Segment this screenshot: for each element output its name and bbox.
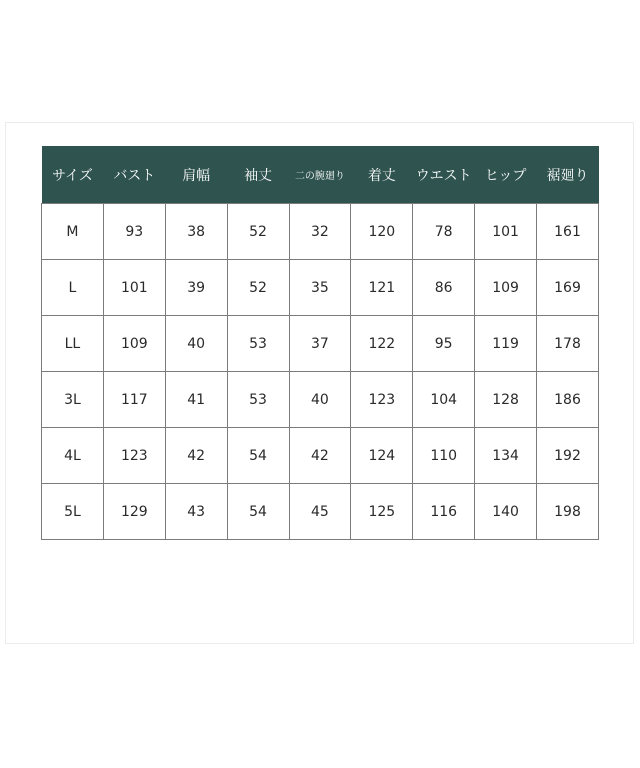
table-cell: 32 bbox=[289, 204, 351, 260]
size-chart-table bbox=[41, 146, 599, 540]
table-cell: 95 bbox=[413, 316, 475, 372]
header-size: サイズ bbox=[42, 146, 104, 204]
table-cell: 110 bbox=[413, 428, 475, 484]
table-cell: 54 bbox=[227, 484, 289, 540]
table-cell: 125 bbox=[351, 484, 413, 540]
table-cell: 198 bbox=[537, 484, 599, 540]
table-cell: 109 bbox=[475, 260, 537, 316]
table-cell: 45 bbox=[289, 484, 351, 540]
table-cell: 161 bbox=[537, 204, 599, 260]
table-cell-size: L bbox=[42, 260, 104, 316]
table-cell-size: 5L bbox=[42, 484, 104, 540]
table-cell: 192 bbox=[537, 428, 599, 484]
table-cell: 52 bbox=[227, 204, 289, 260]
table-cell: 129 bbox=[103, 484, 165, 540]
table-cell: 53 bbox=[227, 372, 289, 428]
table-cell: 109 bbox=[103, 316, 165, 372]
header-hip: ヒップ bbox=[475, 146, 537, 204]
table-cell: 35 bbox=[289, 260, 351, 316]
table-cell: 38 bbox=[165, 204, 227, 260]
table-cell-size: M bbox=[42, 204, 104, 260]
table-cell-size: LL bbox=[42, 316, 104, 372]
table-cell: 78 bbox=[413, 204, 475, 260]
table-cell: 120 bbox=[351, 204, 413, 260]
table-cell: 140 bbox=[475, 484, 537, 540]
table-row bbox=[42, 316, 599, 372]
table-cell: 40 bbox=[165, 316, 227, 372]
table-cell: 117 bbox=[103, 372, 165, 428]
table-cell: 121 bbox=[351, 260, 413, 316]
table-cell: 37 bbox=[289, 316, 351, 372]
header-shoulder-width: 肩幅 bbox=[165, 146, 227, 204]
table-cell: 104 bbox=[413, 372, 475, 428]
table-cell: 119 bbox=[475, 316, 537, 372]
table-cell: 123 bbox=[351, 372, 413, 428]
table-row bbox=[42, 484, 599, 540]
table-cell: 101 bbox=[103, 260, 165, 316]
table-cell: 124 bbox=[351, 428, 413, 484]
table-cell: 54 bbox=[227, 428, 289, 484]
table-cell: 128 bbox=[475, 372, 537, 428]
table-cell: 116 bbox=[413, 484, 475, 540]
table-cell: 86 bbox=[413, 260, 475, 316]
table-cell: 186 bbox=[537, 372, 599, 428]
table-row bbox=[42, 260, 599, 316]
table-header-row bbox=[42, 146, 599, 204]
table-cell-size: 3L bbox=[42, 372, 104, 428]
header-bust: バスト bbox=[103, 146, 165, 204]
table-cell: 122 bbox=[351, 316, 413, 372]
header-sleeve-length: 袖丈 bbox=[227, 146, 289, 204]
header-waist: ウエスト bbox=[413, 146, 475, 204]
table-row bbox=[42, 372, 599, 428]
table-cell-size: 4L bbox=[42, 428, 104, 484]
table-cell: 93 bbox=[103, 204, 165, 260]
header-upper-arm: 二の腕廻り bbox=[289, 146, 351, 204]
table-cell: 42 bbox=[165, 428, 227, 484]
table-cell: 53 bbox=[227, 316, 289, 372]
table-cell: 40 bbox=[289, 372, 351, 428]
table-cell: 101 bbox=[475, 204, 537, 260]
table-cell: 134 bbox=[475, 428, 537, 484]
table-row bbox=[42, 204, 599, 260]
table-cell: 178 bbox=[537, 316, 599, 372]
table-cell: 42 bbox=[289, 428, 351, 484]
table-row bbox=[42, 428, 599, 484]
table-cell: 52 bbox=[227, 260, 289, 316]
table-cell: 123 bbox=[103, 428, 165, 484]
table-cell: 169 bbox=[537, 260, 599, 316]
header-hem: 裾廻り bbox=[537, 146, 599, 204]
table-cell: 41 bbox=[165, 372, 227, 428]
table-cell: 43 bbox=[165, 484, 227, 540]
header-length: 着丈 bbox=[351, 146, 413, 204]
table-cell: 39 bbox=[165, 260, 227, 316]
